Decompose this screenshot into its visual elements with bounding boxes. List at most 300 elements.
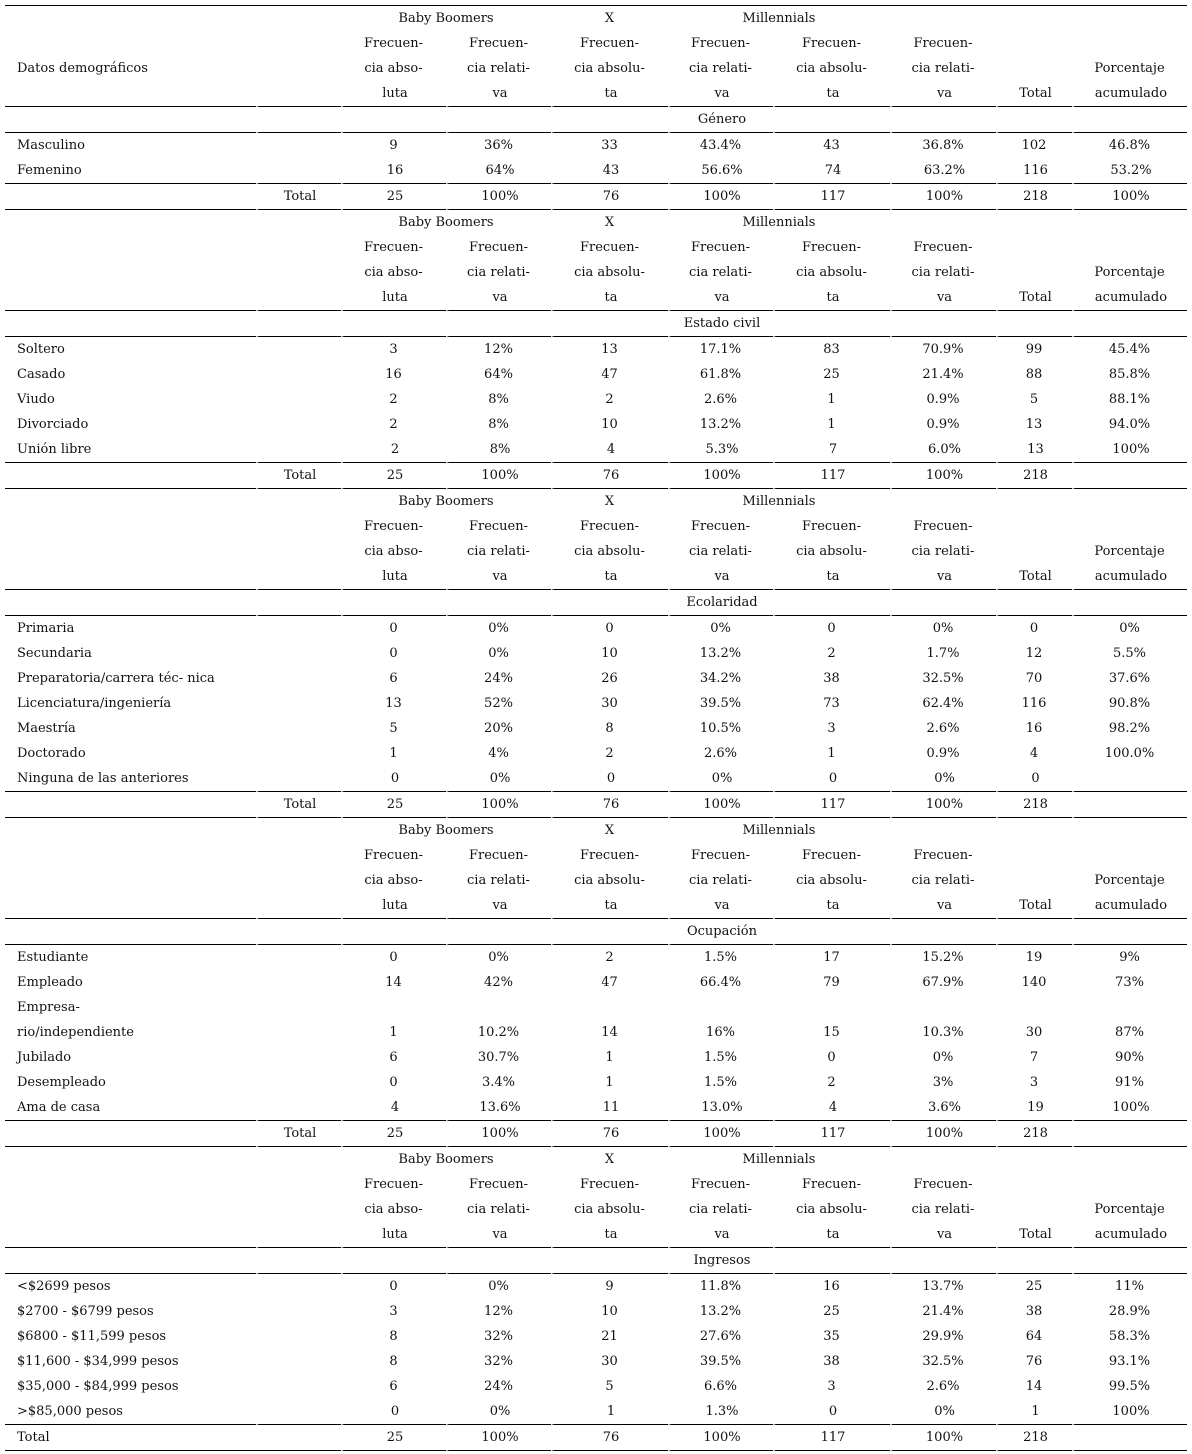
total-value — [1072, 463, 1187, 489]
total-value: 100% — [446, 792, 551, 818]
table-row — [5, 868, 1187, 893]
table-row — [5, 691, 1187, 716]
section-empty — [1072, 590, 1187, 616]
row-value: 10 — [601, 646, 618, 661]
total-empty — [5, 1121, 256, 1147]
row-label: >$85,000 pesos — [5, 1399, 256, 1425]
group-header-baby-boomers: Baby Boomers — [398, 1152, 494, 1167]
column-header-cumulative: Porcentaje — [1094, 873, 1165, 888]
column-header-bb-abs: luta — [341, 893, 446, 919]
row-value: 37.6% — [1108, 671, 1151, 686]
row-label: Viudo — [17, 392, 55, 407]
row-value: 8% — [446, 437, 551, 463]
row-label: Estudiante — [17, 950, 89, 965]
row-empty — [256, 387, 341, 412]
column-header-m-rel: va — [890, 893, 996, 919]
row-value: 0 — [341, 766, 446, 792]
row-value: 3 — [389, 1304, 398, 1319]
section-empty — [5, 590, 256, 616]
row-value: 0 — [1029, 621, 1039, 636]
section-empty — [551, 311, 668, 337]
row-value: 30 — [1025, 1025, 1043, 1040]
row-empty — [256, 1299, 341, 1324]
header-empty — [256, 514, 341, 539]
row-value: 85.8% — [1108, 367, 1151, 382]
group-header-x: X — [604, 823, 615, 838]
column-header-x-rel: cia relati- — [689, 61, 752, 76]
row-empty — [256, 362, 341, 387]
row-value: 3 — [1029, 1075, 1039, 1090]
row-value: 0% — [488, 646, 509, 661]
column-header-bb-abs: Frecuen- — [363, 36, 424, 51]
section-title: Género — [668, 107, 773, 133]
row-value: 90.8% — [1108, 696, 1151, 711]
column-header-m-rel: Frecuen- — [913, 848, 973, 863]
row-value: 2.6% — [703, 392, 738, 407]
table-row — [5, 590, 1187, 616]
row-value: 13 — [996, 437, 1072, 463]
column-header-total — [996, 539, 1072, 564]
row-value: 16% — [706, 1025, 735, 1040]
total-value: 25 — [341, 1425, 446, 1451]
row-value: 9 — [605, 1279, 614, 1294]
row-value: 13 — [385, 696, 402, 711]
row-value: 8 — [389, 1354, 398, 1369]
row-value: 25 — [823, 367, 840, 382]
column-header-bb-rel: cia relati- — [467, 873, 530, 888]
row-value: 88 — [1025, 367, 1043, 382]
row-value: 1 — [389, 1025, 398, 1040]
column-header-bb-abs: luta — [341, 285, 446, 311]
row-value: 8 — [389, 1329, 398, 1344]
row-value: 26 — [601, 671, 618, 686]
total-value: 25 — [341, 1121, 446, 1147]
total-value: 76 — [551, 184, 668, 210]
total-value: 25 — [341, 792, 446, 818]
total-value: 218 — [996, 792, 1072, 818]
header-empty — [1072, 210, 1187, 235]
column-header-total — [996, 1197, 1072, 1222]
header-empty — [5, 1197, 256, 1222]
row-label: Empresa- — [17, 1000, 80, 1015]
row-value: 30.7% — [477, 1050, 520, 1065]
header-empty — [256, 285, 341, 311]
row-value: 3.6% — [890, 1095, 996, 1121]
row-value: 32.5% — [922, 1354, 964, 1369]
header-empty — [5, 818, 341, 843]
row-value: 6 — [389, 1050, 398, 1065]
header-empty — [5, 31, 256, 56]
column-header-cumulative — [1072, 843, 1187, 868]
row-value: 0 — [551, 766, 668, 792]
row-value: 100.0% — [1104, 746, 1155, 761]
row-value: 0% — [668, 766, 773, 792]
row-value — [996, 995, 1072, 1020]
section-empty — [773, 919, 890, 945]
row-value — [341, 995, 446, 1020]
row-value: 35 — [823, 1329, 840, 1344]
header-empty — [5, 285, 256, 311]
column-header-total — [996, 260, 1072, 285]
section-empty — [773, 311, 890, 337]
header-empty — [256, 868, 341, 893]
section-empty — [890, 107, 996, 133]
row-value: 28.9% — [1108, 1304, 1151, 1319]
row-value: 1.3% — [668, 1399, 773, 1425]
row-value: 0% — [488, 1279, 509, 1294]
column-header-total — [996, 843, 1072, 868]
column-header-x-abs: cia absolu- — [574, 1202, 645, 1217]
row-value: 87% — [1115, 1025, 1144, 1040]
table-row — [5, 412, 1187, 437]
total-value: 100% — [890, 1121, 996, 1147]
group-header-millennials: Millennials — [742, 823, 816, 838]
header-empty — [1072, 489, 1187, 514]
table-row — [5, 81, 1187, 107]
row-label: Divorciado — [17, 417, 89, 432]
section-empty — [256, 311, 341, 337]
row-value: 6.6% — [703, 1379, 738, 1394]
row-value: 0 — [389, 646, 398, 661]
column-header-bb-rel: va — [446, 1222, 551, 1248]
section-empty — [773, 590, 890, 616]
row-value: 11 — [551, 1095, 668, 1121]
table-row — [5, 843, 1187, 868]
column-header-x-rel: cia relati- — [689, 544, 752, 559]
column-header-x-abs: ta — [551, 1222, 668, 1248]
row-value: 10.5% — [699, 721, 742, 736]
total-empty — [5, 792, 256, 818]
row-label: Femenino — [5, 158, 256, 184]
row-value: 10 — [601, 1304, 618, 1319]
total-label: Total — [256, 184, 341, 210]
header-empty — [996, 818, 1072, 843]
row-value — [1072, 995, 1187, 1020]
row-value: 74 — [773, 158, 890, 184]
total-value: 25 — [341, 463, 446, 489]
row-value: 58.3% — [1108, 1329, 1151, 1344]
column-header-x-rel: Frecuen- — [690, 1177, 751, 1192]
column-header-m-rel: va — [890, 285, 996, 311]
column-header-m-abs: cia absolu- — [796, 61, 867, 76]
table-row — [5, 1020, 1187, 1045]
table-row — [5, 1324, 1187, 1349]
column-header-x-rel: va — [668, 1222, 773, 1248]
table-row — [5, 260, 1187, 285]
section-empty — [341, 590, 446, 616]
column-header-bb-rel: va — [446, 285, 551, 311]
row-value: 46.8% — [1108, 138, 1151, 153]
row-value: 10.3% — [922, 1025, 964, 1040]
column-header-cumulative — [1072, 1172, 1187, 1197]
section-empty — [773, 107, 890, 133]
column-header-bb-rel: cia relati- — [467, 265, 530, 280]
column-header-x-abs: cia absolu- — [574, 265, 645, 280]
table-row — [5, 666, 1187, 691]
column-header-m-abs: ta — [773, 285, 890, 311]
total-label: Total — [5, 1425, 341, 1451]
header-empty — [5, 489, 341, 514]
header-empty — [5, 514, 256, 539]
column-header-total: Total — [996, 81, 1072, 107]
table-row — [5, 716, 1187, 741]
total-value: 100% — [668, 792, 773, 818]
header-empty — [890, 1147, 996, 1172]
section-title: Estado civil — [668, 311, 773, 337]
row-value: 9% — [1119, 950, 1140, 965]
header-empty — [1072, 5, 1187, 31]
row-value: 14 — [601, 1025, 618, 1040]
column-header-m-rel: Frecuen- — [913, 36, 973, 51]
header-empty — [256, 843, 341, 868]
row-empty — [256, 1070, 341, 1095]
row-value: 16 — [385, 367, 402, 382]
row-value: 91% — [1115, 1075, 1144, 1090]
row-value: 24% — [484, 1379, 513, 1394]
row-value: 17 — [823, 950, 840, 965]
row-value: 56.6% — [668, 158, 773, 184]
row-value: 0.9% — [926, 417, 960, 432]
total-value: 100% — [668, 463, 773, 489]
row-value: 1 — [827, 746, 836, 761]
row-value: 19 — [996, 1095, 1072, 1121]
column-header-bb-abs: cia abso- — [364, 1202, 423, 1217]
row-empty — [256, 437, 341, 463]
section-empty — [996, 590, 1072, 616]
row-value: 14 — [1025, 1379, 1043, 1394]
row-label: Ama de casa — [5, 1095, 256, 1121]
row-label: Preparatoria/carrera téc- nica — [17, 671, 215, 686]
table-row — [5, 741, 1187, 766]
row-value: 1.5% — [703, 950, 738, 965]
header-empty — [5, 235, 256, 260]
row-value: 3.4% — [481, 1075, 516, 1090]
row-value: 0% — [890, 766, 996, 792]
total-value: 117 — [773, 792, 890, 818]
row-value: 25 — [823, 1304, 840, 1319]
row-empty — [256, 691, 341, 716]
table-row — [5, 31, 1187, 56]
header-empty — [890, 5, 996, 31]
row-value: 3 — [827, 721, 836, 736]
header-empty — [256, 81, 341, 107]
row-value: 116 — [996, 158, 1072, 184]
header-empty — [256, 260, 341, 285]
row-value: 8% — [488, 392, 509, 407]
row-value: 36.8% — [922, 138, 964, 153]
row-value: 52% — [484, 696, 513, 711]
row-empty — [256, 1095, 341, 1121]
section-empty — [1072, 1248, 1187, 1274]
row-value: 61.8% — [699, 367, 742, 382]
row-label: Unión libre — [5, 437, 256, 463]
row-value: 12% — [484, 342, 513, 357]
table-row — [5, 945, 1187, 970]
row-value: 66.4% — [699, 975, 742, 990]
row-value: 14 — [385, 975, 402, 990]
row-label: $6800 - $11,599 pesos — [17, 1329, 167, 1344]
total-value: 100% — [668, 1121, 773, 1147]
row-value: 0% — [446, 766, 551, 792]
column-header-bb-rel: Frecuen- — [468, 240, 529, 255]
column-header-bb-abs: cia abso- — [364, 265, 423, 280]
row-label: rio/independiente — [17, 1025, 134, 1040]
column-header-bb-rel: Frecuen- — [468, 519, 529, 534]
demographics-table — [5, 5, 1187, 1451]
table-row — [5, 616, 1187, 641]
table-row — [5, 893, 1187, 919]
row-value: 0% — [932, 621, 954, 636]
table-row — [5, 919, 1187, 945]
column-header-m-abs: cia absolu- — [796, 265, 867, 280]
row-empty — [256, 158, 341, 184]
column-header-x-rel: va — [668, 285, 773, 311]
row-value: 0 — [773, 766, 890, 792]
column-header-bb-rel: cia relati- — [467, 61, 530, 76]
row-value: 63.2% — [890, 158, 996, 184]
column-header-x-abs: cia absolu- — [574, 544, 645, 559]
header-empty — [256, 564, 341, 590]
row-value: 7 — [1029, 1050, 1039, 1065]
row-value: 0 — [389, 621, 398, 636]
row-value: 70 — [1025, 671, 1043, 686]
row-value: 2.6% — [926, 721, 960, 736]
total-value: 100% — [890, 792, 996, 818]
column-header-cumulative: Porcentaje — [1094, 1202, 1165, 1217]
column-header-m-rel: Frecuen- — [913, 1177, 973, 1192]
row-value: 6 — [389, 1379, 398, 1394]
column-header-bb-abs: cia abso- — [364, 61, 423, 76]
header-empty — [256, 893, 341, 919]
column-header-m-rel: cia relati- — [911, 544, 975, 559]
section-empty — [890, 919, 996, 945]
table-row — [5, 970, 1187, 995]
row-value: 1 — [996, 1399, 1072, 1425]
row-value: 43 — [823, 138, 840, 153]
row-empty — [256, 1349, 341, 1374]
group-header-x: X — [604, 1152, 615, 1167]
row-value: 24% — [484, 671, 513, 686]
row-value: 27.6% — [699, 1329, 742, 1344]
column-header-bb-abs: Frecuen- — [363, 240, 424, 255]
row-value: 64% — [446, 158, 551, 184]
column-header-bb-rel: va — [446, 81, 551, 107]
row-value: 0% — [446, 1399, 551, 1425]
row-value: 2 — [389, 392, 398, 407]
group-header-millennials: Millennials — [742, 1152, 816, 1167]
row-value: 47 — [601, 975, 618, 990]
table-row — [5, 1095, 1187, 1121]
row-value: 1.5% — [703, 1050, 738, 1065]
header-empty — [256, 1222, 341, 1248]
row-value: 13.0% — [668, 1095, 773, 1121]
row-value: 2 — [827, 1075, 836, 1090]
column-header-m-rel: va — [890, 564, 996, 590]
header-empty — [890, 818, 996, 843]
column-header-total: Total — [996, 564, 1072, 590]
column-header-x-rel: Frecuen- — [690, 240, 751, 255]
row-value: 6 — [389, 671, 398, 686]
header-empty — [996, 489, 1072, 514]
row-value: 79 — [823, 975, 840, 990]
table-row — [5, 1045, 1187, 1070]
table-row — [5, 56, 1187, 81]
section-title: Ingresos — [668, 1248, 773, 1274]
column-header-bb-abs: Frecuen- — [363, 519, 424, 534]
total-value: 100% — [668, 1425, 773, 1451]
row-value — [668, 995, 773, 1020]
column-header-x-rel: Frecuen- — [690, 519, 751, 534]
row-value: 102 — [1021, 138, 1047, 153]
column-header-total — [996, 514, 1072, 539]
column-header-m-rel: va — [890, 1222, 996, 1248]
row-value: 8% — [488, 417, 509, 432]
row-value: 100% — [1072, 437, 1187, 463]
first-column-header: Datos demográficos — [17, 61, 148, 76]
row-value: 2.6% — [703, 746, 738, 761]
row-value: 0% — [890, 1399, 996, 1425]
column-header-cumulative — [1072, 514, 1187, 539]
row-value: 4% — [488, 746, 509, 761]
table-row — [5, 210, 1187, 235]
table-row — [5, 1070, 1187, 1095]
row-value: 0 — [827, 621, 836, 636]
row-value: 0 — [827, 1050, 836, 1065]
group-header-x: X — [604, 494, 615, 509]
row-value: 2.6% — [926, 1379, 960, 1394]
row-value: 90% — [1115, 1050, 1144, 1065]
row-label: Masculino — [17, 138, 85, 153]
row-value: 3 — [827, 1379, 836, 1394]
row-value: 47 — [601, 367, 618, 382]
column-header-cumulative: acumulado — [1072, 564, 1187, 590]
section-empty — [446, 1248, 551, 1274]
column-header-m-rel: Frecuen- — [913, 240, 973, 255]
table-row — [5, 1121, 1187, 1147]
row-empty — [256, 741, 341, 766]
section-empty — [1072, 107, 1187, 133]
column-header-total — [996, 1172, 1072, 1197]
row-value: 38 — [823, 1354, 840, 1369]
row-value: 64 — [1025, 1329, 1043, 1344]
row-value — [773, 995, 890, 1020]
row-value: 13.2% — [699, 646, 742, 661]
table-row — [5, 1349, 1187, 1374]
table-row — [5, 1222, 1187, 1248]
row-value: 73 — [823, 696, 840, 711]
header-empty — [5, 1172, 256, 1197]
column-header-cumulative — [1072, 31, 1187, 56]
column-header-m-abs: ta — [773, 564, 890, 590]
row-empty — [256, 641, 341, 666]
section-empty — [341, 919, 446, 945]
row-value: 3% — [932, 1075, 954, 1090]
column-header-bb-rel: Frecuen- — [468, 36, 529, 51]
table-row — [5, 641, 1187, 666]
section-empty — [446, 107, 551, 133]
column-header-bb-abs: cia abso- — [364, 544, 423, 559]
column-header-cumulative: Porcentaje — [1094, 61, 1165, 76]
row-value: 7 — [773, 437, 890, 463]
row-value: 0 — [996, 766, 1072, 792]
total-value: 100% — [890, 1425, 996, 1451]
group-header-millennials: Millennials — [668, 5, 890, 31]
row-value: 5.5% — [1112, 646, 1147, 661]
column-header-x-abs: ta — [551, 893, 668, 919]
row-value: 0% — [488, 950, 509, 965]
column-header-bb-abs: Frecuen- — [363, 848, 424, 863]
row-empty — [256, 995, 341, 1020]
